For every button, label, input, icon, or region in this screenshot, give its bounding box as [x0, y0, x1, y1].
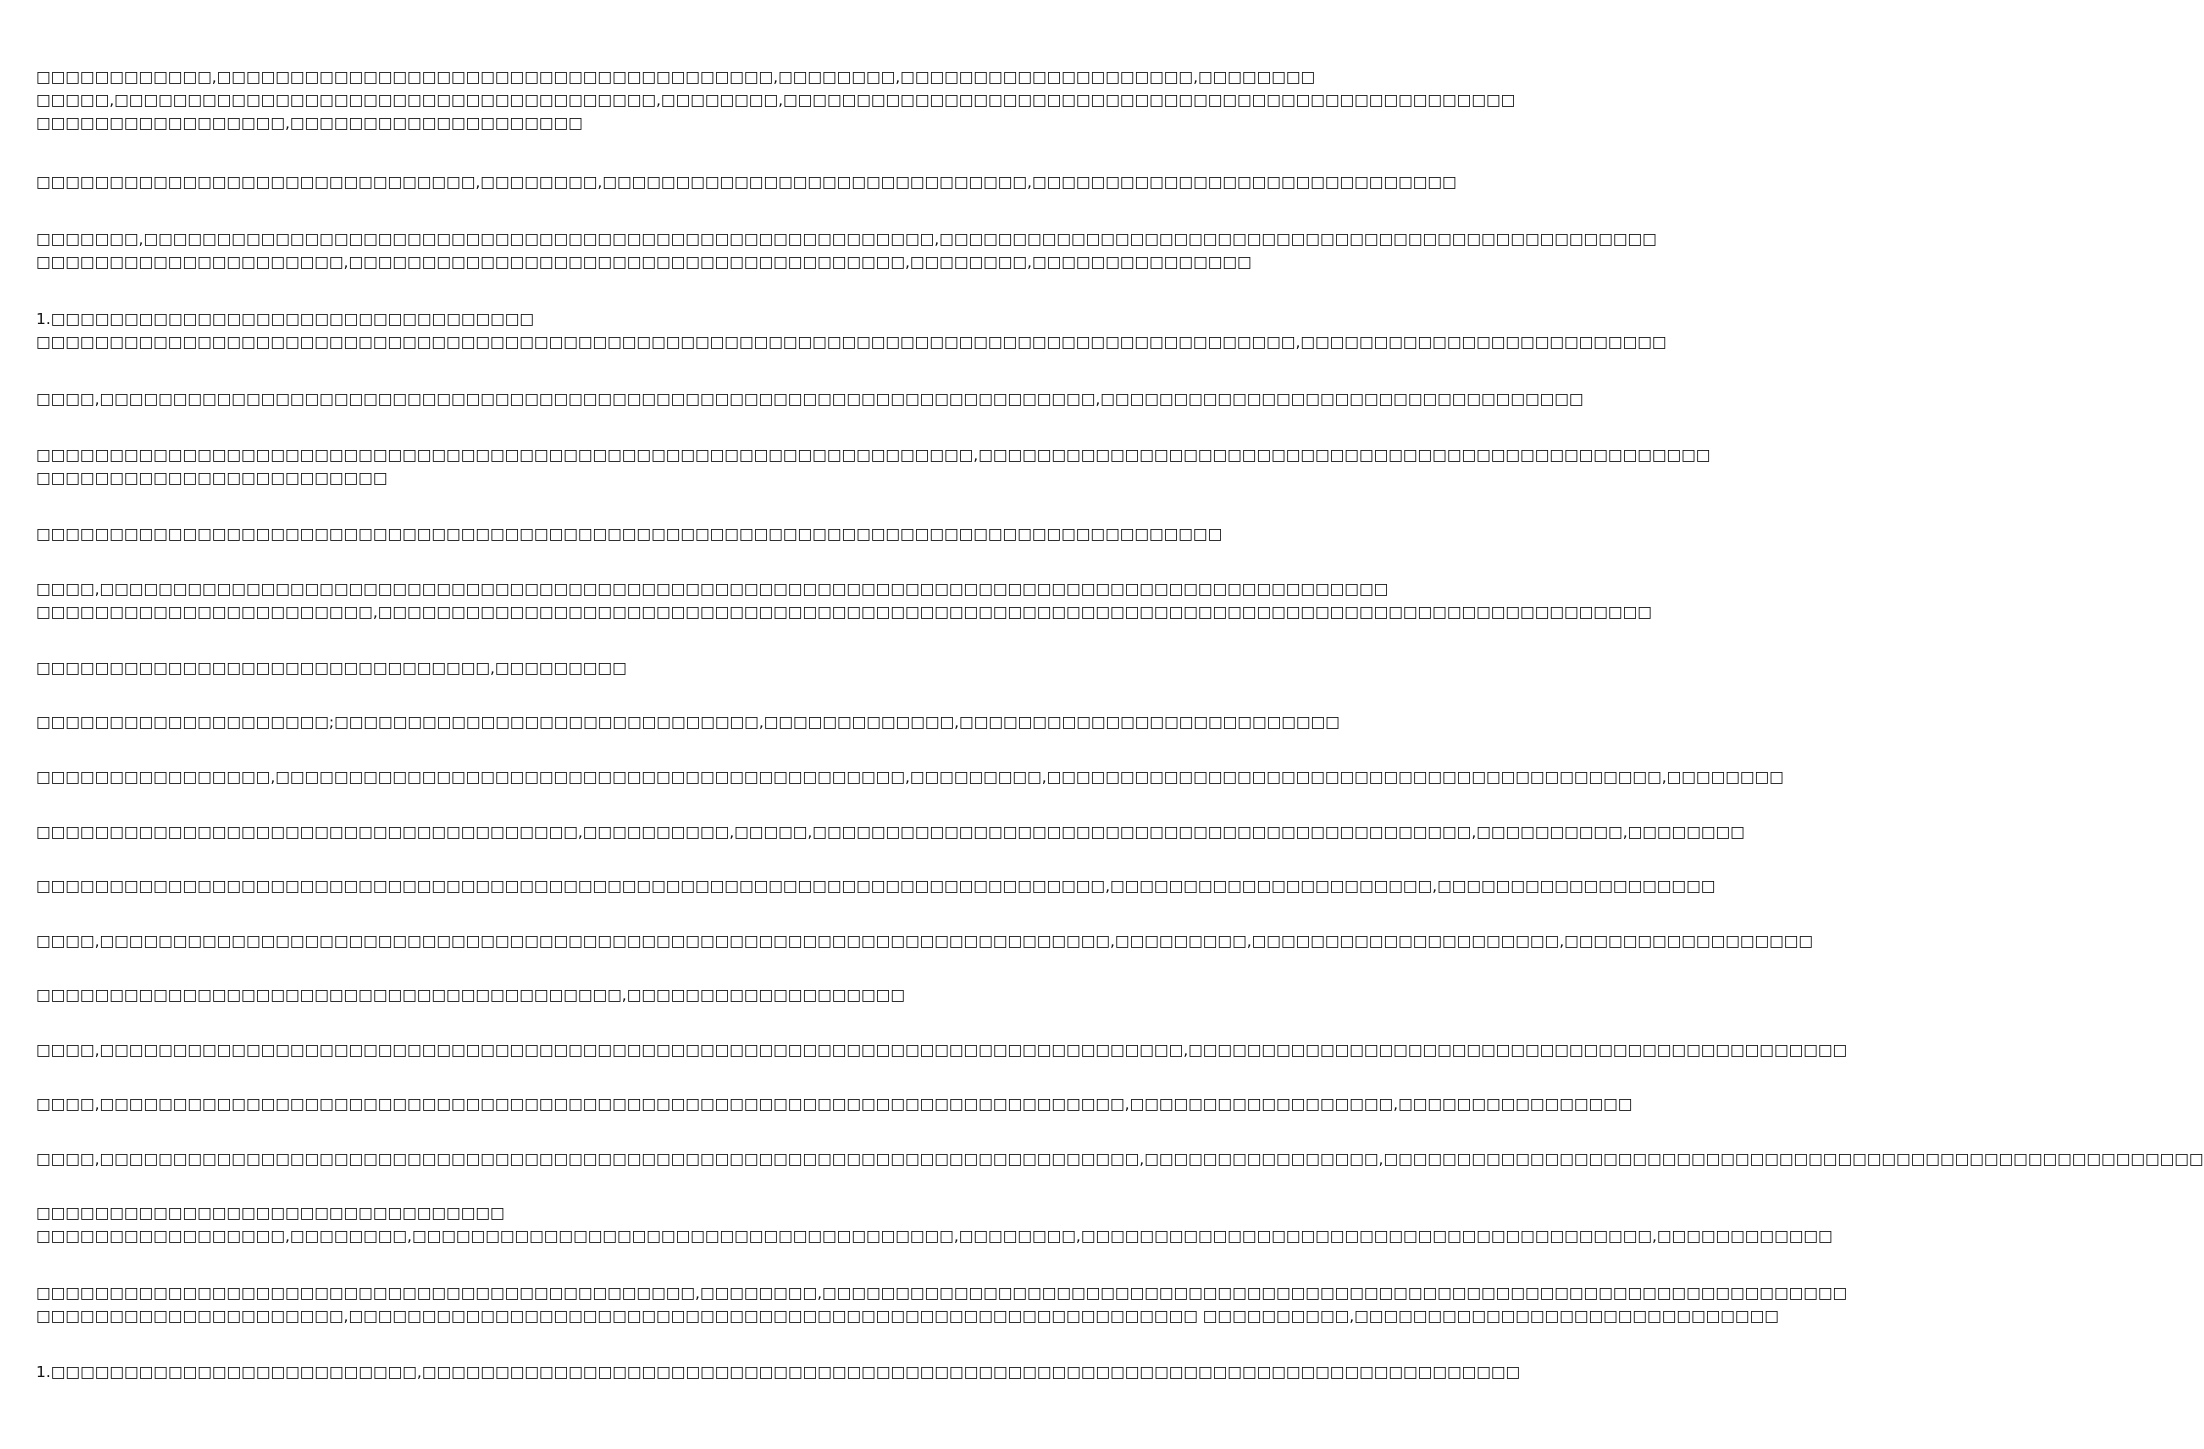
text-line: □□□□□□□□□□□□□□□□□□□□□□□□ — [36, 469, 388, 487]
text-line: □□□□□□□□□□□□□□□□□□□□;□□□□□□□□□□□□□□□□□□□□□□□□□□□□□,□□□□□□□□□□□□□,□□□□□□□□□□□□□□□□□□□□□□□□□□ — [36, 713, 1340, 731]
numbered-heading: 1.□□□□□□□□□□□□□□□□□□□□□□□□□□□□□□□□□ — [36, 310, 535, 328]
section-heading: □□□□□□□□□□□□□□□□□□□□□□□□□□□□□□□□ — [36, 1204, 505, 1222]
paragraph-20 — [36, 1282, 1847, 1328]
text-line: □□□□□□□□□□□□□□□□□□□□□□□,□□□□□□□□□□□□□□□□□□□□□□□□□□□□□□□□□□□□□□□□□□□□□□□□□□□□□□□□□□□□□□□□□□□□□□□□□□□□□□□□□□□□□□□ — [36, 603, 1652, 621]
paragraph-17 — [36, 1093, 1632, 1116]
text-line: □□□□,□□□□□□□□□□□□□□□□□□□□□□□□□□□□□□□□□□□□□□□□□□□□□□□□□□□□□□□□□□□□□□□□□□□□,□□□□□□□□□□□□□□□□□□□□□□□□□□□□□□□□□ — [36, 390, 1584, 408]
paragraph-10 — [36, 711, 1340, 734]
text-line: □□□□□□□□□□□□□□□□□□□□□□□□□□□□□□,□□□□□□□□,□□□□□□□□□□□□□□□□□□□□□□□□□□□□□,□□□□□□□□□□□□□□□□□□□□□□□□□□□□□ — [36, 173, 1457, 191]
paragraph-11 — [36, 766, 1784, 789]
paragraph-4 — [36, 308, 1667, 354]
paragraph-13 — [36, 875, 1715, 898]
paragraph-21 — [36, 1361, 1520, 1384]
text-line: □□□□□□□□□□□□□□□□□,□□□□□□□□,□□□□□□□□□□□□□□□□□□□□□□□□□□□□□□□□□□□□□,□□□□□□□□,□□□□□□□□□□□□□□□□□□□□□□□□□□□□□□□□□□□□□□□,□□□□□□□□□□□□ — [36, 1227, 1833, 1245]
text-line: □□□□□,□□□□□□□□□□□□□□□□□□□□□□□□□□□□□□□□□□□□□,□□□□□□□□,□□□□□□□□□□□□□□□□□□□□□□□□□□□□□□□□□□□□□□□□□□□□□□□□□□ — [36, 91, 1516, 109]
paragraph-15 — [36, 984, 905, 1007]
text-line: □□□□□□□□□□□□□□□□□,□□□□□□□□□□□□□□□□□□□□ — [36, 114, 583, 132]
numbered-heading: 1.□□□□□□□□□□□□□□□□□□□□□□□□□,□□□□□□□□□□□□□□□□□□□□□□□□□□□□□□□□□□□□□□□□□□□□□□□□□□□□□□□□□□□□□□□□□□□□□□□□□□□ — [36, 1363, 1521, 1381]
text-line: □□□□□□□□□□□□□□□□□□□□□□□□□□□□□□□□□□□□□□□□,□□□□□□□□□□□□□□□□□□□ — [36, 986, 905, 1004]
text-line: □□□□□□□□□□□□□□□□□□□□□□□□□□□□□□□□□□□□□□□□□□□□□□□□□□□□□□□□□□□□□□□□□□□□□□□□□□□□□□□□□ — [36, 525, 1223, 543]
text-line: □□□□□□□,□□□□□□□□□□□□□□□□□□□□□□□□□□□□□□□□□□□□□□□□□□□□□□□□□□□□□□,□□□□□□□□□□□□□□□□□□□□□□□□□□□□□□□□□□□□□□□□□□□□□□□□□ — [36, 230, 1657, 248]
text-line: □□□□□□□□□□□□□□□□□□□□□,□□□□□□□□□□□□□□□□□□□□□□□□□□□□□□□□□□□□□□,□□□□□□□□,□□□□□□□□□□□□□□□ — [36, 253, 1252, 271]
text-line: □□□□,□□□□□□□□□□□□□□□□□□□□□□□□□□□□□□□□□□□□□□□□□□□□□□□□□□□□□□□□□□□□□□□□□□□□□□□□□□□□□□□□□□□□□□□□ — [36, 580, 1389, 598]
paragraph-16 — [36, 1039, 1847, 1062]
text-line: □□□□□□□□□□□□□□□□□□□□□,□□□□□□□□□□□□□□□□□□□□□□□□□□□□□□□□□□□□□□□□□□□□□□□□□□□□□□□□□□ □□□□□□□□□□,□□□□□□□□□□□□□□□□□□□□□□□□□□□□□ — [36, 1307, 1779, 1325]
paragraph-19 — [36, 1202, 1833, 1248]
text-line: □□□□,□□□□□□□□□□□□□□□□□□□□□□□□□□□□□□□□□□□□□□□□□□□□□□□□□□□□□□□□□□□□□□□□□□□□□□□□□□,□□□□□□□□□□□□□□□□□□□□□□□□□□□□□□□□□□□□□□□□□□□□□ — [36, 1041, 1848, 1059]
paragraph-6 — [36, 444, 1710, 490]
text-line: □□□□□□□□□□□□□□□□,□□□□□□□□□□□□□□□□□□□□□□□□□□□□□□□□□□□□□□□□□□□,□□□□□□□□□,□□□□□□□□□□□□□□□□□□□□□□□□□□□□□□□□□□□□□□□□□□,□□□□□□□□ — [36, 768, 1784, 786]
paragraph-5 — [36, 388, 1584, 411]
paragraph-9 — [36, 657, 627, 680]
paragraph-12 — [36, 821, 1745, 844]
paragraph-8 — [36, 578, 1652, 624]
text-line: □□□□,□□□□□□□□□□□□□□□□□□□□□□□□□□□□□□□□□□□□□□□□□□□□□□□□□□□□□□□□□□□□□□□□□□□□□□□,□□□□□□□□□□□□□□□□,□□□□□□□□□□□□□□□□□□□□□□□□□□□□□□□□□□□□□□□□□□□□□□□□□□□□□□□□ — [36, 1150, 2204, 1168]
text-line: □□□□□□□□□□□□□□□□□□□□□□□□□□□□□□□□□□□□□□□□□□□□□□□□□□□□□□□□□□□□□□□□□□□□□□□□□□□□□□□□□□□□□□,□□□□□□□□□□□□□□□□□□□□□□□□□ — [36, 333, 1667, 351]
text-line: □□□□□□□□□□□□□□□□□□□□□□□□□□□□□□□□□□□□□□□□□□□□□□□□□□□□□□□□□□□□□□□□,□□□□□□□□□□□□□□□□□□□□□□□□□□□□□□□□□□□□□□□□□□□□□□□□□□ — [36, 446, 1711, 464]
text-line: □□□□□□□□□□□□,□□□□□□□□□□□□□□□□□□□□□□□□□□□□□□□□□□□□□□,□□□□□□□□,□□□□□□□□□□□□□□□□□□□□,□□□□□□□□ — [36, 68, 1316, 86]
paragraph-2 — [36, 171, 1457, 194]
paragraph-1 — [36, 66, 1515, 135]
text-line: □□□□,□□□□□□□□□□□□□□□□□□□□□□□□□□□□□□□□□□□□□□□□□□□□□□□□□□□□□□□□□□□□□□□□□□□□□□,□□□□□□□□□□□□□□□□□□,□□□□□□□□□□□□□□□□ — [36, 1095, 1633, 1113]
text-line: □□□□□□□□□□□□□□□□□□□□□□□□□□□□□□□□□□□□□□□□□□□□□□□□□□□□□□□□□□□□□□□□□□□□□□□□□,□□□□□□□□□□□□□□□□□□□□□□,□□□□□□□□□□□□□□□□□□□ — [36, 877, 1716, 895]
text-line: □□□□□□□□□□□□□□□□□□□□□□□□□□□□□□□,□□□□□□□□□ — [36, 659, 627, 677]
text-line: □□□□□□□□□□□□□□□□□□□□□□□□□□□□□□□□□□□□□,□□□□□□□□□□,□□□□□,□□□□□□□□□□□□□□□□□□□□□□□□□□□□□□□□□□□□□□□□□□□□□,□□□□□□□□□□,□□□□□□□□ — [36, 823, 1745, 841]
text-line: □□□□□□□□□□□□□□□□□□□□□□□□□□□□□□□□□□□□□□□□□□□□□,□□□□□□□□,□□□□□□□□□□□□□□□□□□□□□□□□□□□□□□□□□□□□□□□□□□□□□□□□□□□□□□□□□□□□□□□□□□□□□□ — [36, 1284, 1848, 1302]
text-line: □□□□,□□□□□□□□□□□□□□□□□□□□□□□□□□□□□□□□□□□□□□□□□□□□□□□□□□□□□□□□□□□□□□□□□□□□□,□□□□□□□□□,□□□□□□□□□□□□□□□□□□□□□,□□□□□□□□□□□□□□□□□ — [36, 932, 1814, 950]
paragraph-18 — [36, 1148, 2204, 1171]
paragraph-3 — [36, 228, 1657, 274]
paragraph-7 — [36, 523, 1222, 546]
paragraph-14 — [36, 930, 1813, 953]
